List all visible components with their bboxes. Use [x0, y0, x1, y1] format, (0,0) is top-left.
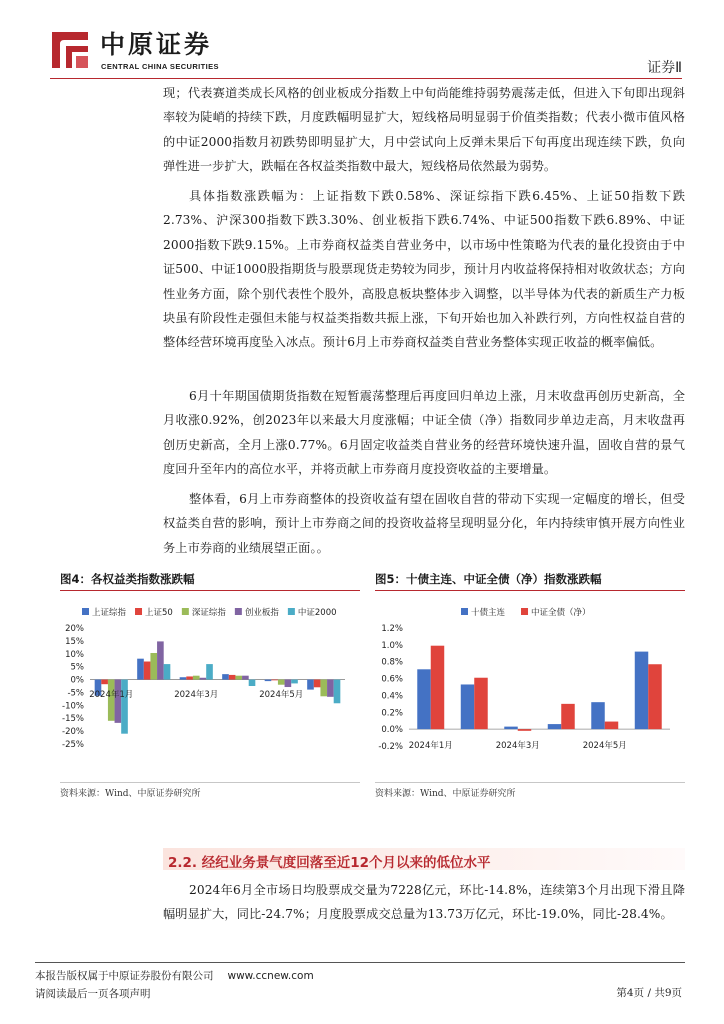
figure4-bottom-rule: [60, 782, 360, 783]
header-divider: [50, 78, 682, 79]
paragraph-outlook: 整体看，6月上市券商整体的投资收益有望在固收自营的带动下实现一定幅度的增长，但受权益类自营的影响，预计上市券商之间的投资收益将呈现明显分化，年内持续审慎开展方向性业务上市券商的业绩展望正面。。: [163, 492, 685, 555]
bar-深证综指-2024年4月: [235, 676, 242, 680]
bar-上证综指-2024年5月: [265, 680, 272, 682]
figure4-divider: [60, 590, 360, 591]
y-tick-label-7: -15%: [62, 714, 84, 725]
paragraph-index-performance: 具体指数涨跌幅为：上证指数下跌0.58%、深证综指下跌6.45%、上证50指数下跌2.73%、沪深300指数下跌3.30%、创业板指下跌6.74%、中证500指数下跌6.89%、中证2000指数下跌9.15%。上市券商权益类自营业务中，以市场中性策略为代表的量化投资由于中证500、中证1000股指期货与股票现货走势较为同步，预计月内收益将保持相对收敛状态；方向性业务方面，除个别代表性个股外，高股息板块整体步入调整，以半导体为代表的新质生产力板块虽有阶段性走强但未能与权益类指数共振上涨，下旬开始也加入补跌行列，方向性权益自营的整体经营环境再度坠入冰点。预计6月上市券商权益类自营业务整体实现正收益的概率偏低。: [163, 189, 685, 350]
y-tick-label-0: 20%: [65, 624, 84, 634]
figure4-source: 资料来源：Wind、中原证券研究所: [60, 789, 201, 799]
bar-上证综指-2024年3月: [180, 677, 187, 679]
y-tick-label-6: -10%: [62, 701, 84, 712]
figure5-source: 资料来源：Wind、中原证券研究所: [375, 789, 516, 799]
legend-swatch-1: [521, 608, 528, 615]
bar-中证全债（净）-2024年5月: [605, 722, 618, 730]
legend-label-0: 十债主连: [471, 608, 506, 618]
page-number: 第4页 / 共9页: [616, 987, 682, 999]
x-tick-label-0: 2024年1月: [89, 690, 134, 700]
paragraph-equity-styles: 现；代表赛道类成长风格的创业板成分指数上中旬尚能维持弱势震荡走低，但进入下旬即出现斜率较为陡峭的持续下跌，月度跌幅明显扩大，短线格局明显弱于价值类指数；代表小微市值风格的中证2000指数月初跌势即明显扩大，月中尝试向上反弹未果后下旬再度出现连续下跌，负向弹性进一步扩大，跌幅在各权益类指数中最大，短线格局依然最为弱势。: [163, 86, 685, 174]
bar-深证综指-2024年5月: [278, 680, 285, 685]
bar-十债主连-2024年5月: [591, 702, 604, 729]
legend-swatch-0: [82, 608, 89, 615]
legend-swatch-3: [235, 608, 242, 615]
y-tick-label-9: -25%: [62, 740, 84, 750]
legend-label-1: 上证50: [145, 608, 173, 618]
bar-中证全债（净）-2024年1月: [431, 646, 444, 729]
y-tick-label-7: -0.2%: [378, 742, 403, 752]
x-tick-label-1: 2024年3月: [174, 690, 219, 700]
y-tick-label-1: 1.0%: [381, 640, 403, 651]
y-tick-label-3: 0.6%: [381, 674, 403, 685]
legend-swatch-1: [135, 608, 142, 615]
x-tick-label-0: 2024年1月: [408, 741, 453, 751]
bar-中证全债（净）-2024年4月: [561, 704, 574, 729]
bar-上证综指-2024年4月: [222, 674, 229, 679]
bar-上证50-2024年4月: [229, 675, 236, 680]
figure5-title: 图5：十债主连、中证全债（净）指数涨跌幅: [375, 572, 602, 586]
bar-深证综指-2024年2月: [150, 653, 157, 680]
bar-上证综指-2024年2月: [137, 659, 144, 680]
footer-copyright: 本报告版权属于中原证券股份有限公司: [35, 970, 214, 982]
legend-swatch-4: [288, 608, 295, 615]
y-tick-label-2: 0.8%: [381, 657, 403, 668]
y-tick-label-0: 1.2%: [381, 624, 403, 634]
bar-中证全债（净）-2024年3月: [518, 729, 531, 731]
bar-上证综指-2024年6月: [307, 680, 314, 690]
bar-创业板指-2024年6月: [327, 680, 334, 697]
legend-swatch-0: [461, 608, 468, 615]
bar-上证50-2024年5月: [271, 680, 278, 681]
x-tick-label-2: 2024年5月: [582, 741, 627, 751]
footer-divider: [35, 962, 685, 963]
paragraph-brokerage: 2024年6月全市场日均股票成交量为7228亿元，环比-14.8%，连续第3个月出现下滑且降幅明显扩大，同比-24.7%；月度股票成交总量为13.73万亿元，环比-19.0%，同比-28.4%。: [163, 883, 685, 922]
bar-中证2000-2024年6月: [334, 680, 341, 704]
bar-深证综指-2024年6月: [320, 680, 327, 697]
y-tick-label-1: 15%: [65, 636, 84, 647]
y-tick-label-5: -5%: [67, 688, 84, 699]
legend-swatch-2: [182, 608, 189, 615]
footer-left: [35, 967, 314, 1003]
bar-十债主连-2024年3月: [504, 727, 517, 730]
y-tick-label-6: 0.0%: [381, 725, 403, 736]
bar-中证2000-2024年2月: [164, 664, 171, 679]
footer-disclaimer: 请阅读最后一页各项声明: [35, 988, 151, 1000]
bar-上证50-2024年1月: [101, 680, 108, 685]
report-type-label: 证券Ⅱ: [647, 60, 682, 76]
y-tick-label-4: 0.4%: [381, 691, 403, 702]
legend-label-4: 中证2000: [297, 608, 337, 618]
bar-创业板指-2024年4月: [242, 676, 249, 680]
company-logo-english: CENTRAL CHINA SECURITIES: [101, 62, 219, 71]
y-tick-label-3: 5%: [70, 662, 84, 673]
bar-中证全债（净）-2024年6月: [648, 664, 661, 729]
bar-创业板指-2024年2月: [157, 641, 164, 679]
figure5-bottom-rule: [375, 782, 685, 783]
bar-中证2000-2024年5月: [291, 680, 298, 684]
y-tick-label-8: -20%: [62, 727, 84, 738]
y-tick-label-2: 10%: [65, 649, 84, 660]
bar-十债主连-2024年6月: [635, 652, 648, 730]
figure4-chart: [60, 600, 360, 778]
section-heading: 2.2. 经纪业务景气度回落至近12个月以来的低位水平: [168, 855, 491, 871]
legend-label-2: 深证综指: [191, 608, 226, 618]
y-tick-label-4: 0%: [70, 675, 84, 686]
figure5-divider: [375, 590, 685, 591]
x-tick-label-1: 2024年3月: [495, 741, 540, 751]
bar-创业板指-2024年1月: [115, 680, 122, 723]
legend-label-3: 创业板指: [244, 608, 279, 618]
bar-中证2000-2024年3月: [206, 664, 213, 679]
bar-上证50-2024年2月: [144, 662, 151, 680]
bar-上证50-2024年6月: [314, 680, 321, 688]
figure4-title: 图4：各权益类指数涨跌幅: [60, 572, 195, 586]
bar-中证全债（净）-2024年2月: [474, 678, 487, 729]
legend-label-0: 上证综指: [92, 608, 127, 618]
bar-十债主连-2024年2月: [461, 684, 474, 729]
y-tick-label-5: 0.2%: [381, 708, 403, 719]
footer-website-link[interactable]: www.ccnew.com: [227, 970, 314, 982]
paragraph-bond-market: 6月十年期国债期货指数在短暂震荡整理后再度回归单边上涨，月末收盘再创历史新高，全月收涨0.92%，创2023年以来最大月度涨幅；中证全债（净）指数同步单边走高，月末收盘再创历史新高，全月上涨0.77%。6月固定收益类自营业务的经营环境快速升温，固收自营的景气度回升至年内的高位水平，并将贡献上市券商月度投资收益的主要增量。: [163, 389, 685, 477]
legend-label-1: 中证全债（净）: [531, 608, 591, 618]
bar-中证2000-2024年1月: [121, 680, 128, 734]
figure5-chart: [375, 600, 685, 778]
bar-深证综指-2024年1月: [108, 680, 115, 721]
bar-中证2000-2024年4月: [249, 680, 256, 686]
bar-十债主连-2024年1月: [417, 669, 430, 729]
bar-创业板指-2024年5月: [285, 680, 292, 687]
bar-上证50-2024年3月: [186, 676, 193, 679]
x-tick-label-2: 2024年5月: [259, 690, 304, 700]
company-logo-icon: [50, 30, 90, 70]
bar-深证综指-2024年3月: [193, 676, 200, 680]
bar-创业板指-2024年3月: [200, 678, 207, 680]
bar-十债主连-2024年4月: [548, 724, 561, 729]
company-logo-text: 中原证券: [100, 30, 213, 59]
